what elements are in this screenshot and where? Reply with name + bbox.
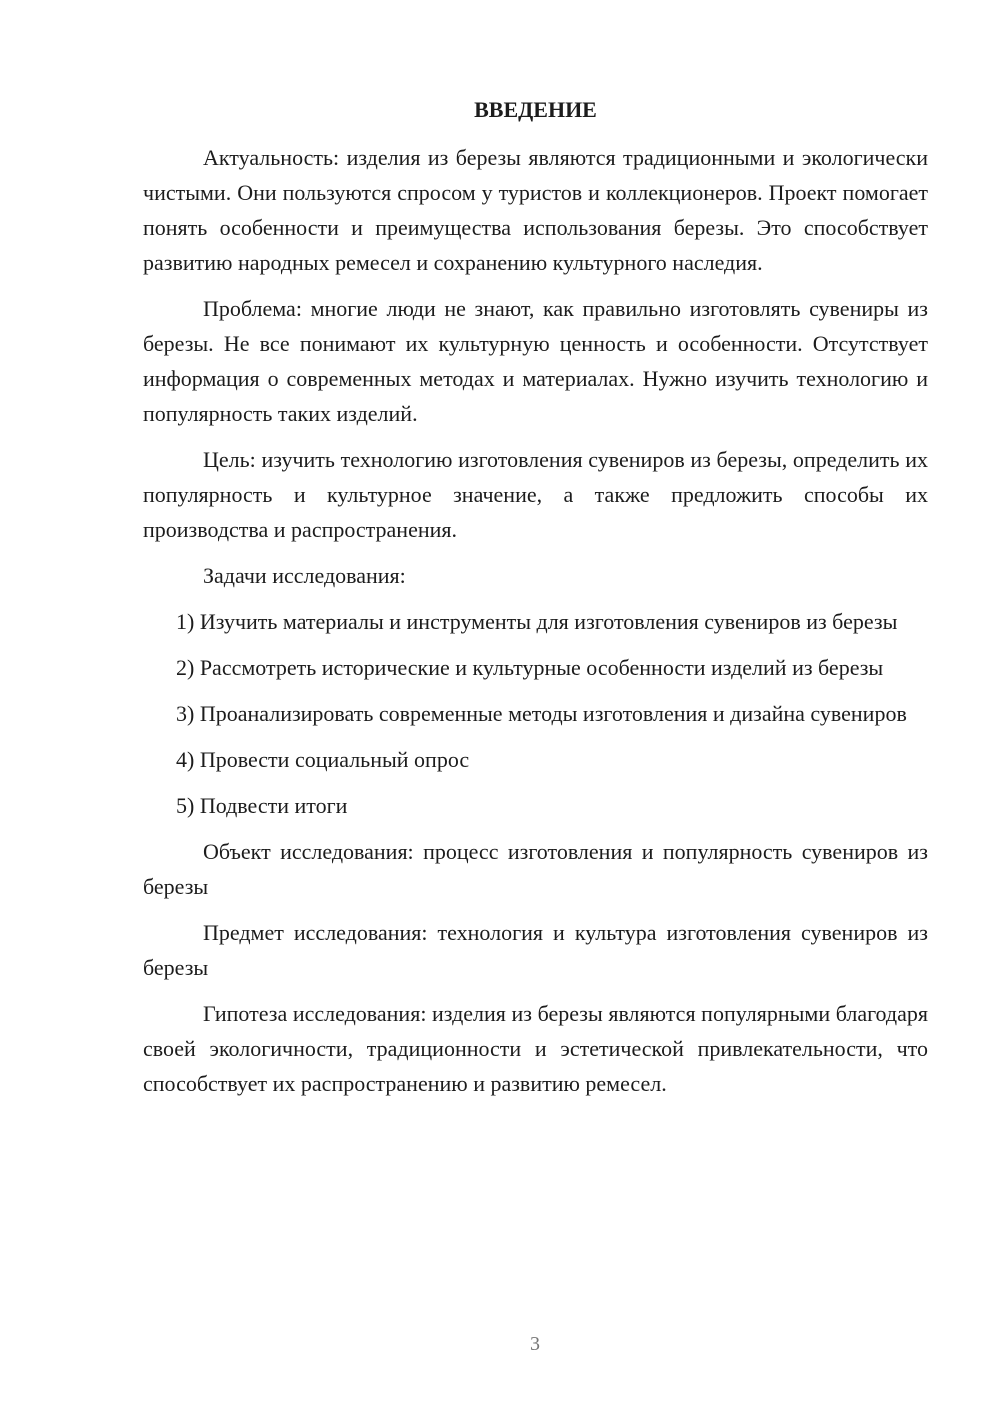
object-paragraph: Объект исследования: процесс изготовления и популярность сувениров из березы <box>143 839 928 899</box>
task-item: 1) Изучить материалы и инструменты для изготовления сувениров из березы <box>176 609 898 634</box>
tasks-title: Задачи исследования: <box>203 563 406 588</box>
relevance-paragraph: Актуальность: изделия из березы являются традиционными и экологически чистыми. Они пользуются спросом у туристов и коллекционеров. Проект помогает понять особенности и преимущества использования березы. Это способствует развитию народных ремесел и сохранению культурного наследия. <box>143 145 928 275</box>
problem-paragraph: Проблема: многие люди не знают, как правильно изготовлять сувениры из березы. Не все понимают их культурную ценность и особенности. Отсутствует информация о современных методах и материалах. Нужно изучить технологию и популярность таких изделий. <box>143 296 928 426</box>
task-item: 5) Подвести итоги <box>176 793 348 818</box>
task-item: 3) Проанализировать современные методы изготовления и дизайна сувениров <box>176 701 907 726</box>
hypothesis-paragraph: Гипотеза исследования: изделия из березы являются популярными благодаря своей экологичности, традиционности и эстетической привлекательности, что способствует их распространению и развитию ремесел. <box>143 1001 928 1096</box>
task-item: 2) Рассмотреть исторические и культурные особенности изделий из березы <box>176 655 884 680</box>
page-title: ВВЕДЕНИЕ <box>474 97 597 122</box>
page-content <box>143 94 928 1112</box>
task-item: 4) Провести социальный опрос <box>176 747 470 772</box>
goal-paragraph: Цель: изучить технологию изготовления сувениров из березы, определить их популярность и культурное значение, а также предложить способы их производства и распространения. <box>143 447 928 542</box>
subject-paragraph: Предмет исследования: технология и культура изготовления сувениров из березы <box>143 920 928 980</box>
page-number: 3 <box>530 1333 540 1355</box>
